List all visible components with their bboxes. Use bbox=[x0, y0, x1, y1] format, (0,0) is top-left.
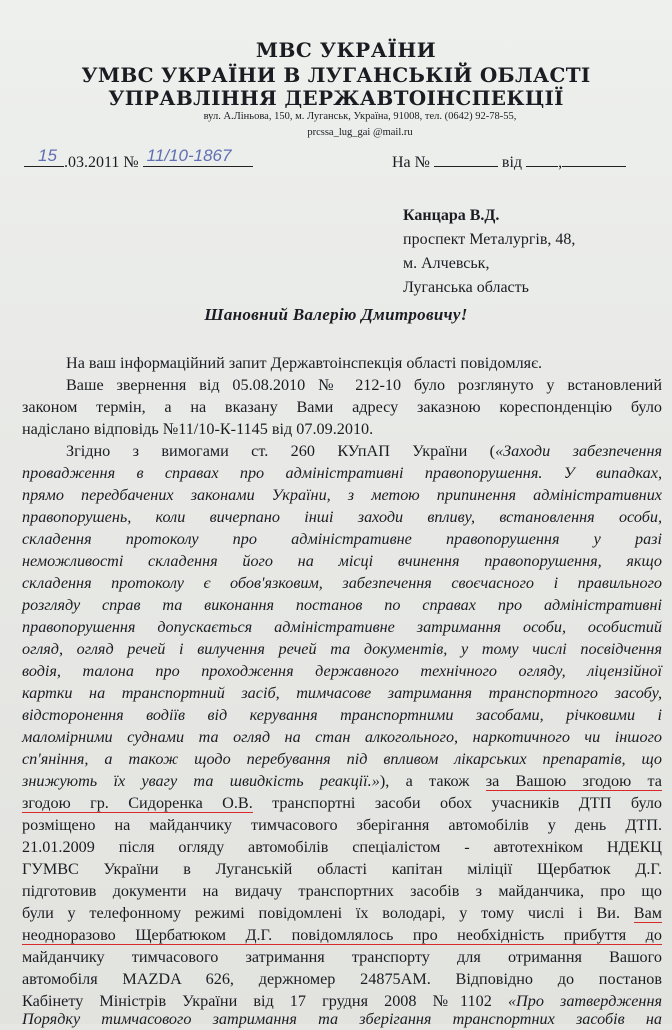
body-line bbox=[22, 902, 662, 924]
underlined-text: за Вашою згодою та bbox=[485, 772, 662, 790]
body-line: Ваше звернення від 05.08.2010 № 212-10 було розглянуто у встановлений bbox=[66, 376, 662, 394]
body-text: Кабінету Міністрів України від 17 грудня 2008 №1102 bbox=[22, 992, 508, 1010]
body-line: провадження в справах про адміністративні правопорушення. У випадках, bbox=[22, 464, 662, 482]
body-line bbox=[22, 792, 662, 814]
body-line: прямо передбачених законами України, з метою припинення адміністративних bbox=[22, 486, 662, 504]
body-line: відсторонення водіїв від керування транспортними засобами, річковими і bbox=[22, 706, 662, 724]
reply-date-blank-1 bbox=[526, 152, 558, 167]
body-line: Порядку тимчасового затримання та зберігання транспортних засобів на bbox=[22, 1010, 662, 1028]
body-line: правопорушень, коли вичерпано інші заходи впливу, встановлення особи, bbox=[22, 508, 662, 526]
reply-number-blank bbox=[434, 152, 498, 167]
body-text: Згідно з вимогами ст. 260 КУпАП України ( bbox=[66, 442, 496, 460]
reply-reference: На № від , bbox=[392, 152, 626, 172]
body-line: автомобіля MAZDA 626, держномер 24875АМ. Відповідно до постанов bbox=[22, 970, 662, 988]
reply-date-blank-2 bbox=[562, 152, 626, 167]
recipient-name: Канцара В.Д. bbox=[403, 207, 500, 224]
body-line: На ваш інформаційний запит Державтоінспекція області повідомляє. bbox=[66, 354, 543, 372]
body-line bbox=[22, 924, 662, 946]
salutation: Шановний Валерію Дмитровичу! bbox=[204, 305, 468, 324]
body-line: водія, талона про проходження державного технічного огляду, ліцензійної bbox=[22, 662, 662, 680]
quote-text: «Про затвердження bbox=[507, 992, 662, 1010]
body-text: були у телефонному режимі повідомлені їх володарі, у тому числі і Ви. bbox=[22, 904, 634, 922]
underlined-text: неодноразово Щербатюком Д.Г. повідомлялось про необхідність прибуття до bbox=[22, 926, 662, 944]
quote-text: знижують їх увагу та швидкість реакції.» bbox=[22, 772, 380, 790]
body-line: сп'яніння, а також щодо перебування під впливом лікарських препаратів, що bbox=[22, 750, 662, 768]
letterhead-department: УМВС УКРАЇНИ В ЛУГАНСЬКІЙ ОБЛАСТІ bbox=[81, 63, 591, 87]
recipient-region: Луганська область bbox=[403, 279, 529, 296]
body-line: складення протоколу про адміністративне правопорушення у разі bbox=[22, 530, 662, 548]
address-line: вул. А.Ліньова, 150, м. Луганськ, Україна, 91008, тел. (0642) 92-78-55, bbox=[203, 111, 517, 122]
body-line: складення протоколу є обов'язковим, забезпечення своєчасного і правильного bbox=[22, 574, 662, 592]
underlined-text: згодою гр. Сидоренка О.В. bbox=[22, 794, 253, 812]
body-line: розміщено на майданчику тимчасового зберігання автомобілів у день ДТП. bbox=[22, 816, 662, 834]
body-line: правопорушення допускається адміністративне затримання особи, особистий bbox=[22, 618, 662, 636]
quote-text: «Заходи забезпечення bbox=[495, 442, 662, 460]
month-year-label: .03.2011 № bbox=[64, 154, 139, 171]
body-line: огляд, огляд речей і вилучення речей та документів, у тому числі посвідчення bbox=[22, 640, 662, 658]
body-text: транспортні засоби обох учасників ДТП було bbox=[252, 794, 662, 812]
outgoing-date-number bbox=[24, 146, 253, 172]
body-line: підготовив документи на видачу транспортних засобів з майданчика, про що bbox=[22, 882, 662, 900]
email-line: prcssa_lug_gai @mail.ru bbox=[307, 127, 413, 138]
body-line bbox=[66, 440, 662, 462]
number-blank bbox=[143, 146, 253, 167]
letterhead-address bbox=[120, 109, 600, 141]
underlined-text: Вам bbox=[633, 904, 662, 922]
reply-date-label: від bbox=[501, 154, 523, 171]
body-line: розгляду справ та виконання постанов по справах про адміністративні bbox=[22, 596, 662, 614]
body-line bbox=[22, 770, 662, 792]
reply-number-label: На № bbox=[392, 154, 430, 171]
day-blank bbox=[24, 146, 64, 167]
body-line: законом термін, а на вказану Вами адресу заказною кореспонденцію було bbox=[22, 398, 662, 416]
body-line: надіслано відповідь №11/10-К-1145 від 07.09.2010. bbox=[22, 420, 374, 438]
recipient-city: м. Алчевськ, bbox=[403, 255, 490, 272]
recipient-street: проспект Металургів, 48, bbox=[403, 231, 576, 248]
handwritten-day: 15 bbox=[38, 146, 57, 165]
letterhead-ministry: МВС УКРАЇНИ bbox=[255, 38, 437, 62]
body-text: ), а також bbox=[379, 772, 486, 790]
body-line: неможливості складення його на місці вчинення правопорушення, якщо bbox=[22, 552, 662, 570]
body-line: маломірними суднами та огляд на стан алкогольного, наркотичного чи іншого bbox=[22, 728, 662, 746]
body-line: ГУМВС України в Луганській області капітан міліції Щербатюк Д.Г. bbox=[22, 860, 662, 878]
body-line: майданчику тимчасового затримання транспорту для отримання Вашого bbox=[22, 948, 662, 966]
letterhead-directorate: УПРАВЛІННЯ ДЕРЖАВТОІНСПЕКЦІЇ bbox=[108, 86, 564, 110]
body-line: картки на транспортний засіб, тимчасове затримання транспортного засобу, bbox=[22, 684, 662, 702]
body-line: 21.01.2009 після огляду автомобілів спеціалістом - автотехніком НДЕКЦ bbox=[22, 838, 662, 856]
handwritten-number: 11/10-1867 bbox=[146, 146, 232, 165]
